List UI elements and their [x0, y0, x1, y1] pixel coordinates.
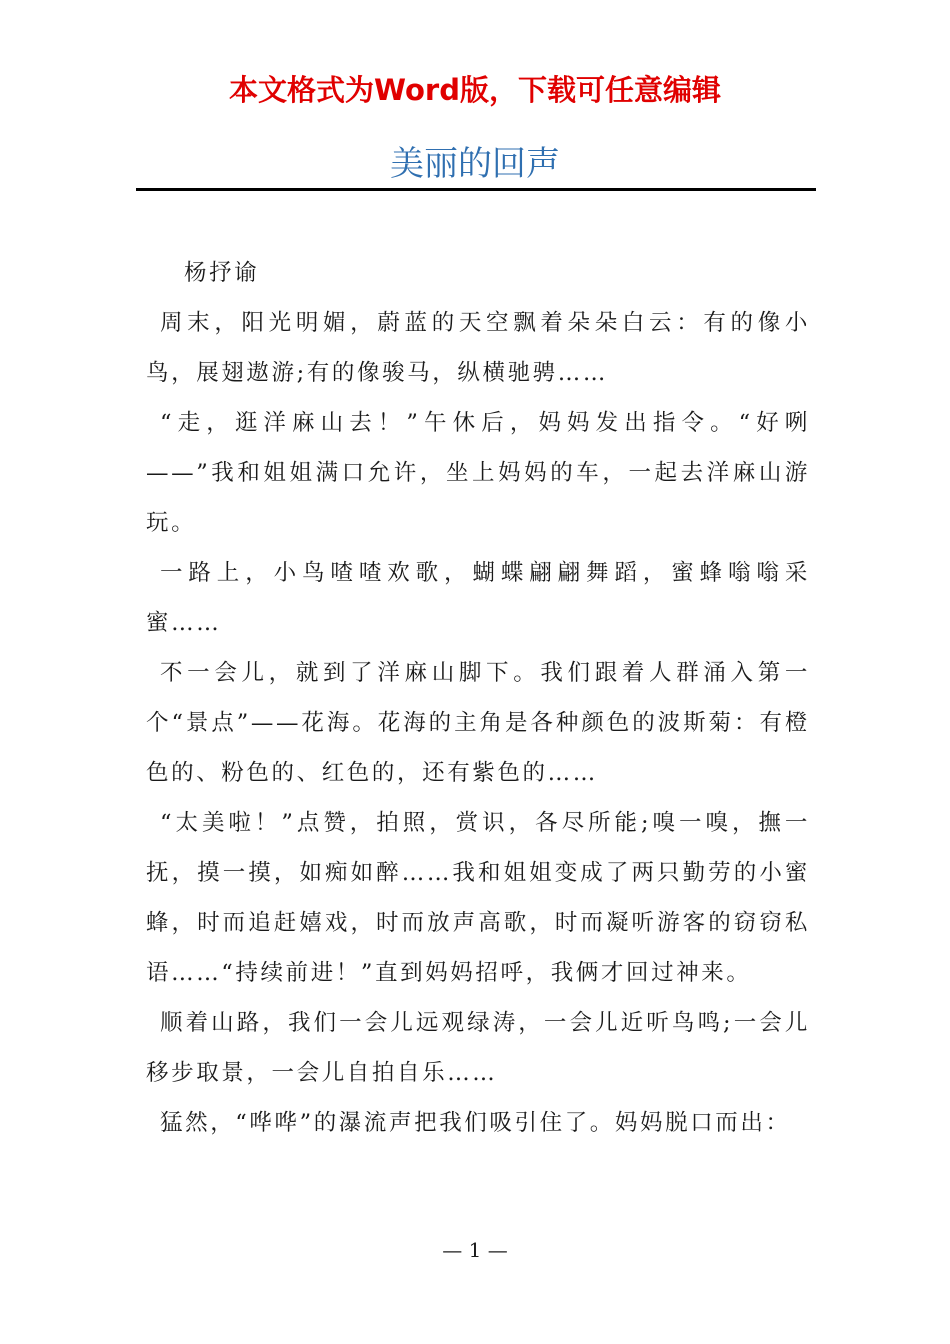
- article-body: [146, 248, 810, 1148]
- paragraph: 猛然，“哗哗”的瀑流声把我们吸引住了。妈妈脱口而出：: [160, 1110, 791, 1136]
- title-divider: [136, 188, 816, 191]
- paragraph: 周末，阳光明媚，蔚蓝的天空飘着朵朵白云：有的像小鸟，展翅遨游;有的像骏马，纵横驰骋……: [146, 310, 810, 386]
- page-number: — 1 —: [442, 1238, 508, 1262]
- paragraph: 顺着山路，我们一会儿远观绿涛，一会儿近听鸟鸣;一会儿移步取景，一会儿自拍自乐……: [146, 1010, 810, 1086]
- paragraph: “太美啦！”点赞，拍照，赏识，各尽所能;嗅一嗅，撫一抚，摸一摸，如痴如醉……我和姐姐变成了两只勤劳的小蜜蜂，时而追赶嬉戏，时而放声高歌，时而凝听游客的窃窃私语……“持续前进！”直到妈妈招呼，我俩才回过神来。: [146, 810, 810, 986]
- paragraph: “走，逛洋麻山去！”午休后，妈妈发出指令。“好咧——”我和姐姐满口允许，坐上妈妈的车，一起去洋麻山游玩。: [146, 410, 810, 536]
- paragraph: 一路上，小鸟喳喳欢歌，蝴蝶翩翩舞蹈，蜜蜂嗡嗡采蜜……: [146, 560, 810, 636]
- format-notice-banner: 本文格式为Word版，下载可任意编辑: [229, 73, 721, 107]
- author-name: 杨抒谕: [184, 260, 260, 286]
- document-title: 美丽的回声: [390, 144, 560, 184]
- paragraph: 不一会儿，就到了洋麻山脚下。我们跟着人群涌入第一个“景点”——花海。花海的主角是各种颜色的波斯菊：有橙色的、粉色的、红色的，还有紫色的……: [146, 660, 810, 786]
